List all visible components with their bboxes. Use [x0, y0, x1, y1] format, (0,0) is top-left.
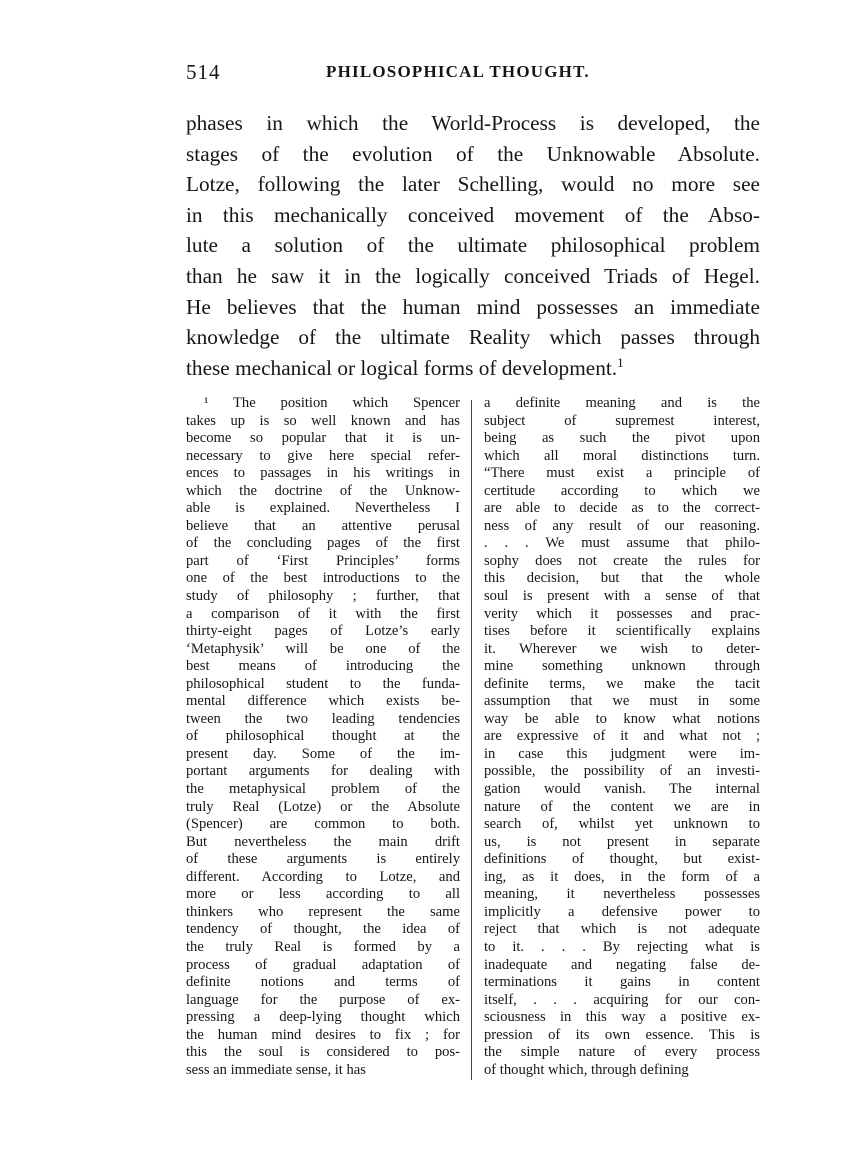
footnote-line: present day. Some of the im- — [186, 745, 460, 762]
footnote-line: necessary to give here special refer- — [186, 447, 460, 464]
body-line: than he saw it in the logically conceived Triads of Hegel. — [186, 263, 760, 288]
footnote-line: which the doctrine of the Unknow- — [186, 482, 460, 499]
footnote-line: study of philosophy ; further, that — [186, 588, 460, 605]
footnote-line: the simple nature of every process — [484, 1044, 760, 1061]
footnote-line: in case this judgment were im- — [484, 745, 760, 762]
footnote-line: . . . We must assume that philo- — [484, 535, 760, 552]
footnote-line: the truly Real is formed by a — [186, 938, 460, 955]
footnote-line: a definite meaning and is the — [484, 395, 760, 411]
page-header — [186, 60, 760, 90]
footnote-line: way be able to know what notions — [484, 710, 760, 727]
footnote-line: it. Wherever we wish to deter- — [484, 640, 760, 657]
footnote-line: assumption that we must in some — [484, 693, 760, 710]
body-line: phases in which the World-Process is developed, the — [186, 111, 760, 135]
footnote-line: possible, the possibility of an investi- — [484, 763, 760, 780]
footnote-line: language for the purpose of ex- — [186, 991, 460, 1008]
footnote-line: of philosophical thought at the — [186, 728, 460, 745]
footnote-line: thinkers who represent the same — [186, 903, 460, 920]
footnote-line: one of the best introductions to the — [186, 570, 460, 587]
footnote-line: itself, . . . acquiring for our con- — [484, 991, 760, 1008]
footnote-line: truly Real (Lotze) or the Absolute — [186, 798, 460, 815]
page-number: 514 — [186, 60, 221, 84]
footnote-line: become so popular that it is un- — [186, 430, 460, 447]
footnote-line: subject of supremest interest, — [484, 412, 760, 429]
body-line: these mechanical or logical forms of development.$^1$ — [186, 354, 624, 380]
footnote-line: portant arguments for dealing with — [186, 763, 460, 780]
footnote-line: gation would vanish. The internal — [484, 781, 760, 798]
footnote-line: the human mind desires to fix ; for — [186, 1026, 460, 1043]
body-line: He believes that the human mind possesses an immediate — [186, 294, 760, 319]
footnote-line: takes up is so well known and has — [186, 412, 460, 429]
footnote-line: ing, as it does, in the form of a — [484, 868, 760, 885]
footnote-line: sciousness in this way a positive ex- — [484, 1009, 760, 1026]
footnote-line: different. According to Lotze, and — [186, 868, 460, 885]
footnote-line: mine something unknown through — [484, 658, 760, 675]
footnote-line: of the concluding pages of the first — [186, 535, 460, 552]
footnote-line: But nevertheless the main drift — [186, 833, 460, 850]
footnote-line: philosophical student to the funda- — [186, 675, 460, 692]
footnote-line: ences to passages in his writings in — [186, 465, 460, 482]
footnote-line: pressing a deep-lying thought which — [186, 1009, 460, 1026]
footnote-line: definitions of thought, but exist- — [484, 851, 760, 868]
footnote-line: are able to decide as to the correct- — [484, 500, 760, 517]
body-line: Lotze, following the later Schelling, would no more see — [186, 172, 760, 197]
footnote-line: a comparison of it with the first — [186, 605, 460, 622]
running-head: PHILOSOPHICAL THOUGHT. — [326, 62, 590, 81]
footnote-line: to it. . . . By rejecting what is — [484, 938, 760, 955]
footnote-line: able is explained. Nevertheless I — [186, 500, 460, 517]
footnote-line: reject that which is not adequate — [484, 921, 760, 938]
footnote-line: believe that an attentive perusal — [186, 517, 460, 534]
footnote-line: ness of any result of our reasoning. — [484, 517, 760, 534]
footnote-line: thirty-eight pages of Lotze’s early — [186, 623, 460, 640]
footnote-line: this the soul is considered to pos- — [186, 1044, 460, 1061]
footnote-line: the metaphysical problem of the — [186, 781, 460, 798]
footnote-line: this decision, but that the whole — [484, 570, 760, 587]
body-line: lute a solution of the ultimate philosophical problem — [186, 233, 760, 258]
footnote-marker: 1 — [617, 354, 624, 370]
footnote-line: certitude according to which we — [484, 482, 760, 499]
footnote-line: pression of its own essence. This is — [484, 1026, 760, 1043]
footnote-line: ¹ The position which Spencer — [204, 395, 460, 411]
footnote-line: part of ‘First Principles’ forms — [186, 552, 460, 569]
footnote-line: process of gradual adaptation of — [186, 956, 460, 973]
body-line: stages of the evolution of the Unknowable Absolute. — [186, 141, 760, 166]
footnote-line: tween the two leading tendencies — [186, 710, 460, 727]
footnote-line: tises before it scientifically explains — [484, 623, 760, 640]
footnote-line: inadequate and negating false de- — [484, 956, 760, 973]
footnote-line: of these arguments is entirely — [186, 851, 460, 868]
footnote-line: sess an immediate sense, it has — [186, 1061, 366, 1078]
body-line: in this mechanically conceived movement of the Abso- — [186, 202, 760, 227]
footnote-line: terminations it gains in content — [484, 974, 760, 991]
footnote-line: “There must exist a principle of — [484, 465, 760, 482]
column-divider — [471, 400, 472, 1080]
footnote-line: meaning, it nevertheless possesses — [484, 886, 760, 903]
footnote-line: nature of the content we are in — [484, 798, 760, 815]
footnote-line: implicitly a defensive power to — [484, 903, 760, 920]
footnote-line: search of, whilst yet unknown to — [484, 816, 760, 833]
footnote-line: definite terms, we make the tacit — [484, 675, 760, 692]
footnote-line: sophy does not create the rules for — [484, 552, 760, 569]
footnote-line: (Spencer) are common to both. — [186, 816, 460, 833]
footnote-column-right — [484, 395, 760, 1079]
footnote-line: best means of introducing the — [186, 658, 460, 675]
footnote-line: are expressive of it and what not ; — [484, 728, 760, 745]
body-text — [186, 108, 760, 383]
footnote-line: more or less according to all — [186, 886, 460, 903]
footnote-line: soul is present with a sense of that — [484, 588, 760, 605]
footnote-line: ‘Metaphysik’ will be one of the — [186, 640, 460, 657]
footnote-line: of thought which, through defining — [484, 1061, 689, 1078]
footnote-line: mental difference which exists be- — [186, 693, 460, 710]
footnote-line: tendency of thought, the idea of — [186, 921, 460, 938]
body-line: knowledge of the ultimate Reality which passes through — [186, 325, 760, 350]
footnote-column-left — [186, 395, 460, 1079]
footnote-line: being as such the pivot upon — [484, 430, 760, 447]
footnote-line: verity which it possesses and prac- — [484, 605, 760, 622]
footnote-line: definite notions and terms of — [186, 974, 460, 991]
footnote-line: us, is not present in separate — [484, 833, 760, 850]
footnote-line: which all moral distinctions turn. — [484, 447, 760, 464]
